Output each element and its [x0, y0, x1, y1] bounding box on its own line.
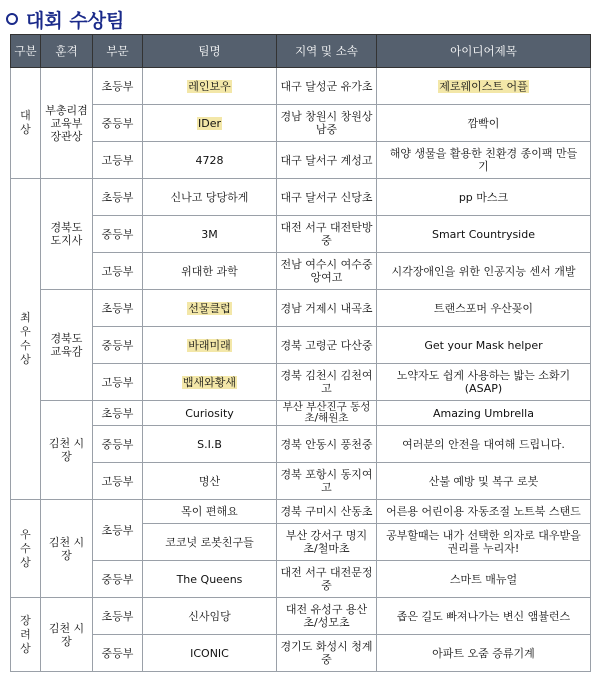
- division-cell: 중등부: [93, 426, 143, 463]
- division-cell: 중등부: [93, 561, 143, 598]
- table-row: [11, 105, 591, 142]
- idea-cell: 아파트 오줌 증류기계: [377, 635, 591, 672]
- division-cell: 초등부: [93, 598, 143, 635]
- table-row: [11, 327, 591, 364]
- region-cell: 경북 고령군 다산중: [277, 327, 377, 364]
- team-cell: IDer: [143, 105, 277, 142]
- idea-cell: 좁은 길도 빠져나가는 변신 앰뷸런스: [377, 598, 591, 635]
- division-cell: 초등부: [93, 290, 143, 327]
- circle-bullet-icon: [6, 13, 18, 25]
- table-row: [11, 364, 591, 401]
- idea-cell: 공부할때는 내가 선택한 의자로 대우받을 권리를 누리자!: [377, 524, 591, 561]
- idea-cell: 어른용 어린이용 자동조절 노트북 스탠드: [377, 500, 591, 524]
- division-cell: 고등부: [93, 364, 143, 401]
- team-cell: 바래미래: [143, 327, 277, 364]
- header-award: 훈격: [41, 35, 93, 68]
- team-cell: 명산: [143, 463, 277, 500]
- table-row: [11, 500, 591, 524]
- table-row: [11, 253, 591, 290]
- table-row: [11, 68, 591, 105]
- division-cell: 초등부: [93, 500, 143, 561]
- award-gimcheon: 김천 시장: [41, 401, 93, 500]
- region-cell: 부산 부산진구 동성초/해원초: [277, 401, 377, 426]
- region-cell: 부산 강서구 명지초/철마초: [277, 524, 377, 561]
- team-cell: ICONIC: [143, 635, 277, 672]
- region-cell: 대전 서구 대전탄방중: [277, 216, 377, 253]
- team-cell: 코코넛 로봇친구들: [143, 524, 277, 561]
- division-cell: 고등부: [93, 463, 143, 500]
- header-idea: 아이디어제목: [377, 35, 591, 68]
- idea-cell: 스마트 매뉴얼: [377, 561, 591, 598]
- region-cell: 경북 구미시 산동초: [277, 500, 377, 524]
- team-cell: The Queens: [143, 561, 277, 598]
- section-title: [6, 6, 124, 32]
- header-region: 지역 및 소속: [277, 35, 377, 68]
- team-cell: S.I.B: [143, 426, 277, 463]
- idea-cell: 트랜스포머 우산꽂이: [377, 290, 591, 327]
- team-cell: 뱁새와황새: [143, 364, 277, 401]
- idea-cell: Amazing Umbrella: [377, 401, 591, 426]
- division-cell: 중등부: [93, 105, 143, 142]
- region-cell: 경남 거제시 내곡초: [277, 290, 377, 327]
- team-cell: 4728: [143, 142, 277, 179]
- header-team: 팀명: [143, 35, 277, 68]
- team-cell: Curiosity: [143, 401, 277, 426]
- team-cell: 선물클럽: [143, 290, 277, 327]
- idea-cell: Smart Countryside: [377, 216, 591, 253]
- idea-cell: 해양 생물을 활용한 친환경 종이팩 만들기: [377, 142, 591, 179]
- division-cell: 초등부: [93, 401, 143, 426]
- table-row: [11, 216, 591, 253]
- region-cell: 경북 포항시 동지여고: [277, 463, 377, 500]
- group-daesang: 대상: [11, 68, 41, 179]
- region-cell: 경북 김천시 김천여고: [277, 364, 377, 401]
- team-cell: 신나고 당당하게: [143, 179, 277, 216]
- team-cell: 신사임당: [143, 598, 277, 635]
- group-jangryeo: 장려상: [11, 598, 41, 672]
- region-cell: 대구 달서구 신당초: [277, 179, 377, 216]
- region-cell: 대전 유성구 용산초/성모초: [277, 598, 377, 635]
- header-category: 구분: [11, 35, 41, 68]
- idea-cell: Get your Mask helper: [377, 327, 591, 364]
- table-row: [11, 426, 591, 463]
- table-row: [11, 179, 591, 216]
- region-cell: 대구 달서구 계성고: [277, 142, 377, 179]
- award-table: [10, 34, 591, 672]
- team-cell: 목이 편해요: [143, 500, 277, 524]
- region-cell: 대전 서구 대전문정중: [277, 561, 377, 598]
- group-choewoosu: 최우수상: [11, 179, 41, 500]
- division-cell: 초등부: [93, 179, 143, 216]
- team-cell: 3M: [143, 216, 277, 253]
- idea-cell: 여러분의 안전을 대여해 드립니다.: [377, 426, 591, 463]
- header-division: 부문: [93, 35, 143, 68]
- group-woosu: 우수상: [11, 500, 41, 598]
- award-superintendent: 경북도 교육감: [41, 290, 93, 401]
- table-header-row: [11, 35, 591, 68]
- table-row: [11, 635, 591, 672]
- region-cell: 경남 창원시 창원상남중: [277, 105, 377, 142]
- team-cell: 레인보우: [143, 68, 277, 105]
- region-cell: 전남 여수시 여수중앙여고: [277, 253, 377, 290]
- idea-cell: 산불 예방 및 복구 로봇: [377, 463, 591, 500]
- title-text: 대회 수상팀: [26, 9, 125, 32]
- region-cell: 대구 달성군 유가초: [277, 68, 377, 105]
- division-cell: 고등부: [93, 253, 143, 290]
- team-cell: 위대한 과학: [143, 253, 277, 290]
- table-row: [11, 463, 591, 500]
- award-minister: 부총리겸 교육부 장관상: [41, 68, 93, 179]
- idea-cell: pp 마스크: [377, 179, 591, 216]
- table-row: [11, 401, 591, 426]
- award-gimcheon: 김천 시장: [41, 598, 93, 672]
- division-cell: 초등부: [93, 68, 143, 105]
- table-row: [11, 142, 591, 179]
- region-cell: 경북 안동시 풍천중: [277, 426, 377, 463]
- division-cell: 중등부: [93, 635, 143, 672]
- idea-cell: 노약자도 쉽게 사용하는 밟는 소화기(ASAP): [377, 364, 591, 401]
- table-row: [11, 561, 591, 598]
- idea-cell: 제로웨이스트 어플: [377, 68, 591, 105]
- table-row: [11, 290, 591, 327]
- division-cell: 중등부: [93, 327, 143, 364]
- award-gimcheon: 김천 시장: [41, 500, 93, 598]
- table-row: [11, 598, 591, 635]
- region-cell: 경기도 화성시 청계중: [277, 635, 377, 672]
- idea-cell: 깜빡이: [377, 105, 591, 142]
- award-governor: 경북도 도지사: [41, 179, 93, 290]
- idea-cell: 시각장애인을 위한 인공지능 센서 개발: [377, 253, 591, 290]
- division-cell: 중등부: [93, 216, 143, 253]
- division-cell: 고등부: [93, 142, 143, 179]
